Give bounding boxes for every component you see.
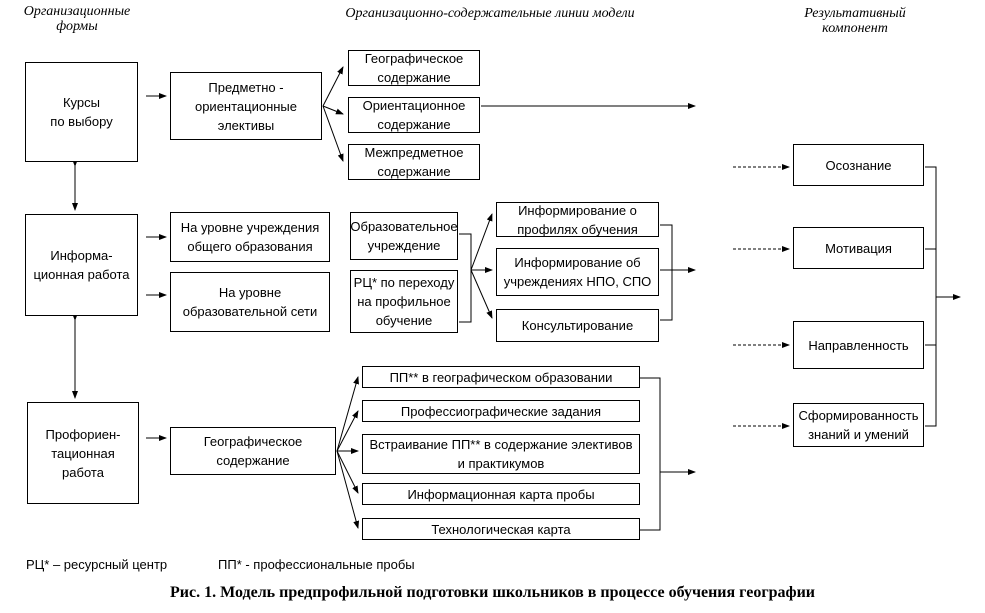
note-resource-center: РЦ* – ресурсный центр xyxy=(26,557,168,572)
header-result-component: Результативный компонент xyxy=(804,6,906,36)
box-motivation: Мотивация xyxy=(793,227,924,269)
box-orientation-content: Ориентационное содержание xyxy=(348,97,480,133)
box-info-map: Информационная карта пробы xyxy=(362,483,640,505)
box-career-guidance: Профориен- тационная работа xyxy=(27,402,139,504)
box-educational-institution: Образовательное учреждение xyxy=(350,212,458,260)
box-info-work: Информа- ционная работа xyxy=(25,214,138,316)
box-education-network-level: На уровне образовательной сети xyxy=(170,272,330,332)
box-general-education-level: На уровне учреждения общего образования xyxy=(170,212,330,262)
box-consulting: Консультирование xyxy=(496,309,659,342)
box-inform-npo-spo: Информирование об учреждениях НПО, СПО xyxy=(496,248,659,296)
box-professiographic-tasks: Профессиографические задания xyxy=(362,400,640,422)
box-knowledge-skills: Сформированность знаний и умений xyxy=(793,403,924,447)
box-elective-courses: Курсы по выбору xyxy=(25,62,138,162)
box-pp-geo-education: ПП** в географическом образовании xyxy=(362,366,640,388)
box-awareness: Осознание xyxy=(793,144,924,186)
box-interdisciplinary-content: Межпредметное содержание xyxy=(348,144,480,180)
box-geographic-content-2: Географическое содержание xyxy=(170,427,336,475)
header-content-lines: Организационно-содержательные линии модели xyxy=(345,6,635,21)
box-resource-center: РЦ* по переходу на профильное обучение xyxy=(350,270,458,333)
box-subject-electives: Предметно - ориентационные элективы xyxy=(170,72,322,140)
box-direction: Направленность xyxy=(793,321,924,369)
box-embed-pp: Встраивание ПП** в содержание элективов и практикумов xyxy=(362,434,640,474)
box-inform-profiles: Информирование о профилях обучения xyxy=(496,202,659,237)
note-professional-trials: ПП* - профессиональные пробы xyxy=(218,557,415,572)
figure-caption: Рис. 1. Модель предпрофильной подготовки школьников в процессе обучения географии xyxy=(169,584,815,601)
box-tech-map: Технологическая карта xyxy=(362,518,640,540)
header-organizational-forms: Организационные формы xyxy=(23,4,131,34)
box-geographic-content: Географическое содержание xyxy=(348,50,480,86)
